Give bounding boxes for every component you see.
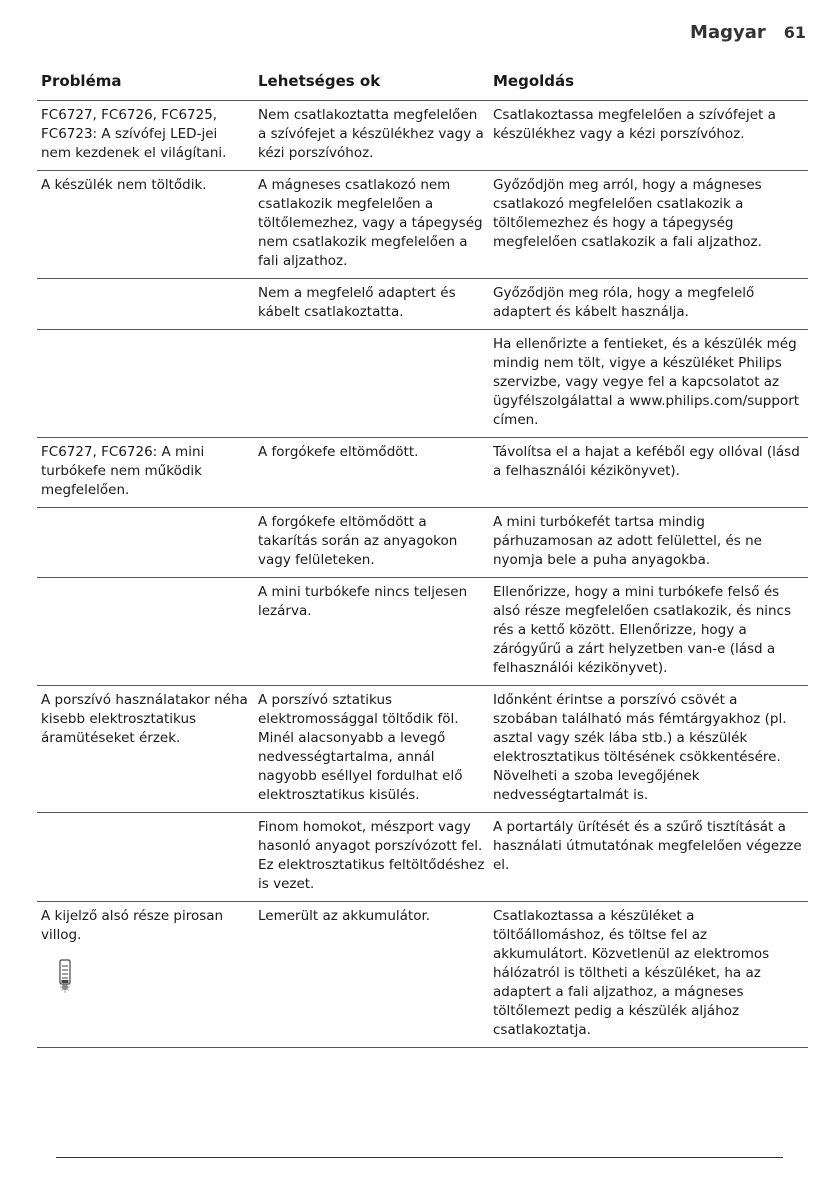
table-row xyxy=(37,330,808,438)
problem-cell: FC6727, FC6726, FC6725, FC6723: A szívófej LED-jei nem kezdenek el világítani. xyxy=(37,101,254,171)
table-row xyxy=(37,101,808,171)
problem-cell xyxy=(37,578,254,686)
table-row xyxy=(37,813,808,902)
table-row xyxy=(37,438,808,508)
problem-cell: A készülék nem töltődik. xyxy=(37,171,254,279)
header-language: Magyar xyxy=(690,22,766,43)
solution-cell: Időnként érintse a porszívó csövét a szobában található más fémtárgyakhoz (pl. asztal vagy szék lába stb.) a készülék elektrosztatikus töltésének csökkentésére. Növelheti a szoba levegőjének nedvességtartalmát is. xyxy=(489,686,808,813)
column-header-cause: Lehetséges ok xyxy=(254,66,489,101)
table-row xyxy=(37,171,808,279)
solution-cell: Csatlakoztassa megfelelően a szívófejet a készülékhez vagy a kézi porszívóhoz. xyxy=(489,101,808,171)
bottom-rule xyxy=(56,1157,783,1158)
problem-text: A kijelző alsó része pirosan villog. xyxy=(41,908,224,943)
solution-cell: Csatlakoztassa a készüléket a töltőállomáshoz, és töltse fel az akkumulátort. Közvetlenül az elektromos hálózatról is töltheti a készüléket, ha az adaptert a fali aljzathoz, a mágneses töltőlemezt pedig a készülék aljához csatlakoztatja. xyxy=(489,902,808,1048)
page-number: 61 xyxy=(783,23,806,42)
cause-cell: Nem a megfelelő adaptert és kábelt csatlakoztatta. xyxy=(254,279,489,330)
problem-cell xyxy=(37,508,254,578)
table-row xyxy=(37,279,808,330)
solution-cell: A portartály ürítését és a szűrő tisztítását a használati útmutatónak megfelelően végezze el. xyxy=(489,813,808,902)
problem-cell xyxy=(37,279,254,330)
cause-cell: A mágneses csatlakozó nem csatlakozik megfelelően a töltőlemezhez, vagy a tápegység nem csatlakozik megfelelően a fali aljzathoz. xyxy=(254,171,489,279)
problem-cell: FC6727, FC6726: A mini turbókefe nem működik megfelelően. xyxy=(37,438,254,508)
problem-cell: A porszívó használatakor néha kisebb elektrosztatikus áramütéseket érzek. xyxy=(37,686,254,813)
solution-cell: Távolítsa el a hajat a keféből egy ollóval (lásd a felhasználói kézikönyvet). xyxy=(489,438,808,508)
table-row xyxy=(37,902,808,1048)
cause-cell: A porszívó sztatikus elektromossággal töltődik föl. Minél alacsonyabb a levegő nedvességtartalma, annál nagyobb eséllyel fordulhat elő elektrosztatikus kisülés. xyxy=(254,686,489,813)
cause-cell: A forgókefe eltömődött a takarítás során az anyagokon vagy felületeken. xyxy=(254,508,489,578)
table-header-row xyxy=(37,66,808,101)
column-header-solution: Megoldás xyxy=(489,66,808,101)
table-row xyxy=(37,508,808,578)
table-row xyxy=(37,578,808,686)
solution-cell: A mini turbókefét tartsa mindig párhuzamosan az adott felülettel, és ne nyomja bele a puha anyagokba. xyxy=(489,508,808,578)
cause-cell: Finom homokot, mészport vagy hasonló anyagot porszívózott fel. Ez elektrosztatikus feltöltődéshez is vezet. xyxy=(254,813,489,902)
cause-cell: Nem csatlakoztatta megfelelően a szívófejet a készülékhez vagy a kézi porszívóhoz. xyxy=(254,101,489,171)
troubleshooting-table xyxy=(37,66,808,1048)
solution-cell: Ha ellenőrizte a fentieket, és a készülék még mindig nem tölt, vigye a készüléket Philips szervizbe, vagy vegye fel a kapcsolatot az ügyfélszolgálattal a www.philips.com/support címen. xyxy=(489,330,808,438)
solution-cell: Ellenőrizze, hogy a mini turbókefe felső és alsó része megfelelően csatlakozik, és nincs rés a kettő között. Ellenőrizze, hogy a zárógyűrű a zárt helyzetben van-e (lásd a felhasználói kézikönyvet). xyxy=(489,578,808,686)
problem-cell xyxy=(37,813,254,902)
cause-cell xyxy=(254,330,489,438)
cause-cell: Lemerült az akkumulátor. xyxy=(254,902,489,1048)
problem-cell-with-icon xyxy=(37,902,254,1048)
problem-cell xyxy=(37,330,254,438)
page-header xyxy=(690,22,806,43)
table-row xyxy=(37,686,808,813)
battery-low-icon xyxy=(55,959,75,995)
solution-cell: Győződjön meg arról, hogy a mágneses csatlakozó megfelelően csatlakozik a töltőlemezhez és hogy a tápegység megfelelően csatlakozik a fali aljzathoz. xyxy=(489,171,808,279)
column-header-problem: Probléma xyxy=(37,66,254,101)
solution-cell: Győződjön meg róla, hogy a megfelelő adaptert és kábelt használja. xyxy=(489,279,808,330)
cause-cell: A forgókefe eltömődött. xyxy=(254,438,489,508)
cause-cell: A mini turbókefe nincs teljesen lezárva. xyxy=(254,578,489,686)
